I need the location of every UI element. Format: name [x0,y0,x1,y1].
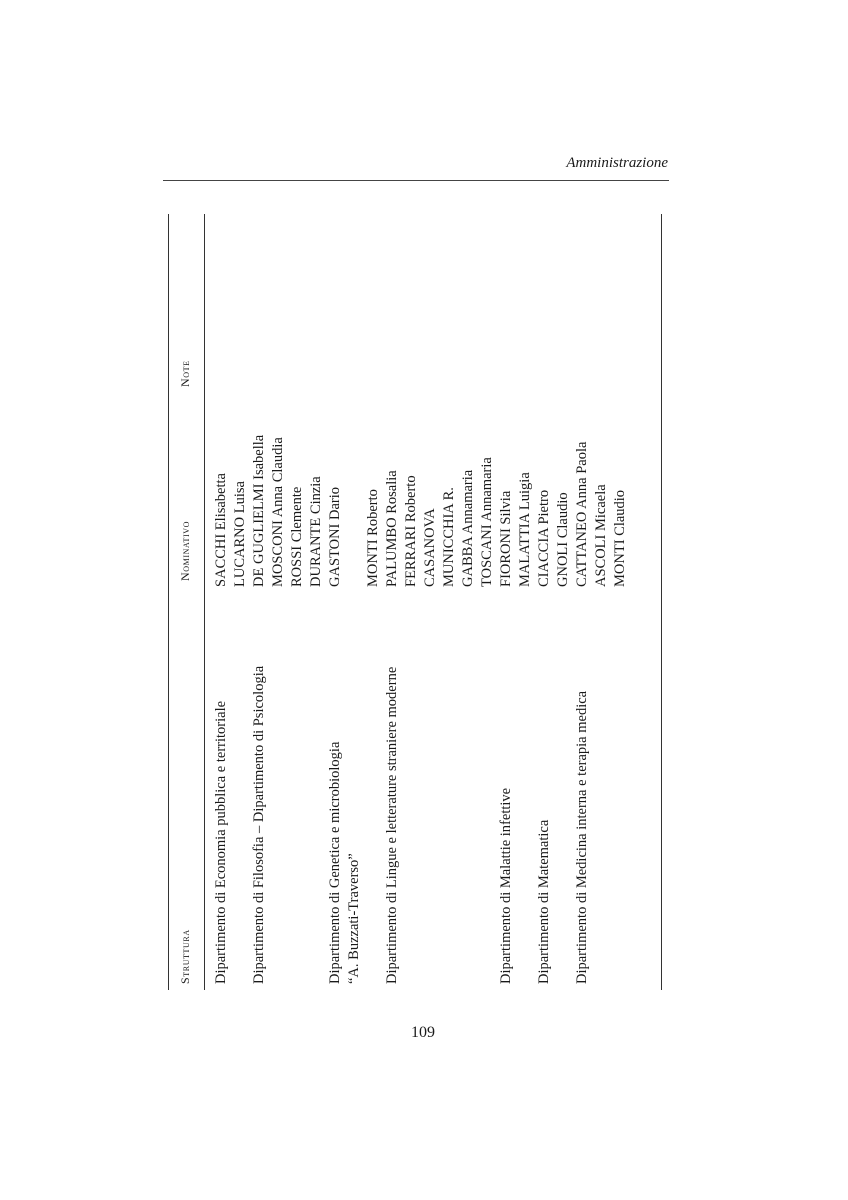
struttura-line: Dipartimento di Medicina interna e terapia medica [574,690,590,984]
cell-struttura [497,587,535,990]
nominativo: MONTI Roberto [365,489,381,587]
cell-struttura [535,587,573,990]
nominativo: MALATTIA Luigia [517,472,533,587]
nominativo [345,347,364,587]
rotated-table [168,214,662,990]
table-bottom-rule [661,214,662,990]
nominativo: DE GUGLIELMI Isabella [251,434,267,587]
cell-nominativi [383,347,497,587]
nominativo: CIACCIA Pietro [536,489,552,587]
nominativo: MOSCONI Anna Claudia [270,437,286,587]
cell-nominativi [535,347,573,587]
nominativo: GABBA Annamaria [460,469,476,587]
header-struttura: Struttura [178,929,192,984]
nominativo: PALUMBO Rosalia [384,470,400,587]
table-row [326,214,383,990]
cell-struttura [250,587,326,990]
struttura-line: Dipartimento di Malattie infettive [498,787,514,984]
struttura-line: Dipartimento di Filosofia – Dipartimento di Psicologia [251,665,267,984]
struttura-line: Dipartimento di Lingue e letterature straniere moderne [384,666,400,984]
nominativo: MUNICCHIA R. [441,487,457,587]
nominativo: CATTANEO Anna Paola [574,441,590,587]
table-top-rule [168,214,169,990]
cell-nominativi [497,347,535,587]
nominativo: FIORONI Silvia [498,490,514,587]
nominativo: DURANTE Cinzia [308,476,324,587]
cell-nominativi [250,347,326,587]
table-row [383,214,497,990]
struttura-line: Dipartimento di Matematica [536,819,552,984]
cell-nominativi [212,347,250,587]
header-note: Note [178,360,192,387]
running-head: Amministrazione [566,155,668,171]
nominativo: FERRARI Roberto [403,475,419,587]
table-row [573,214,630,990]
nominativo: GNOLI Claudio [555,492,571,587]
cell-struttura [573,587,630,990]
nominativo: SACCHI Elisabetta [213,473,229,587]
table-body [212,214,630,990]
struttura-line: Dipartimento di Economia pubblica e territoriale [213,700,229,984]
table-row [212,214,250,990]
nominativo: MONTI Claudio [612,489,628,587]
struttura-line: Dipartimento di Genetica e microbiologia [327,741,343,984]
nominativo: GASTONI Dario [327,486,343,587]
table-header-rule [204,214,205,990]
table-row [497,214,535,990]
table-row [250,214,326,990]
cell-nominativi [326,347,383,587]
nominativo: LUCARNO Luisa [232,481,248,587]
cell-struttura [212,587,250,990]
cell-struttura [383,587,497,990]
nominativo: ROSSI Clemente [289,486,305,587]
nominativo: TOSCANI Annamaria [479,457,495,587]
header-nominativo: Nominativo [178,521,192,581]
cell-struttura [326,587,383,990]
page-number: 109 [411,1024,435,1041]
table-row [535,214,573,990]
nominativo: ASCOLI Micaela [593,484,609,587]
header-rule [163,180,669,181]
struttura-line: “A. Buzzati-Traverso” [346,853,362,984]
cell-nominativi [573,347,630,587]
nominativo: CASANOVA [422,508,438,587]
